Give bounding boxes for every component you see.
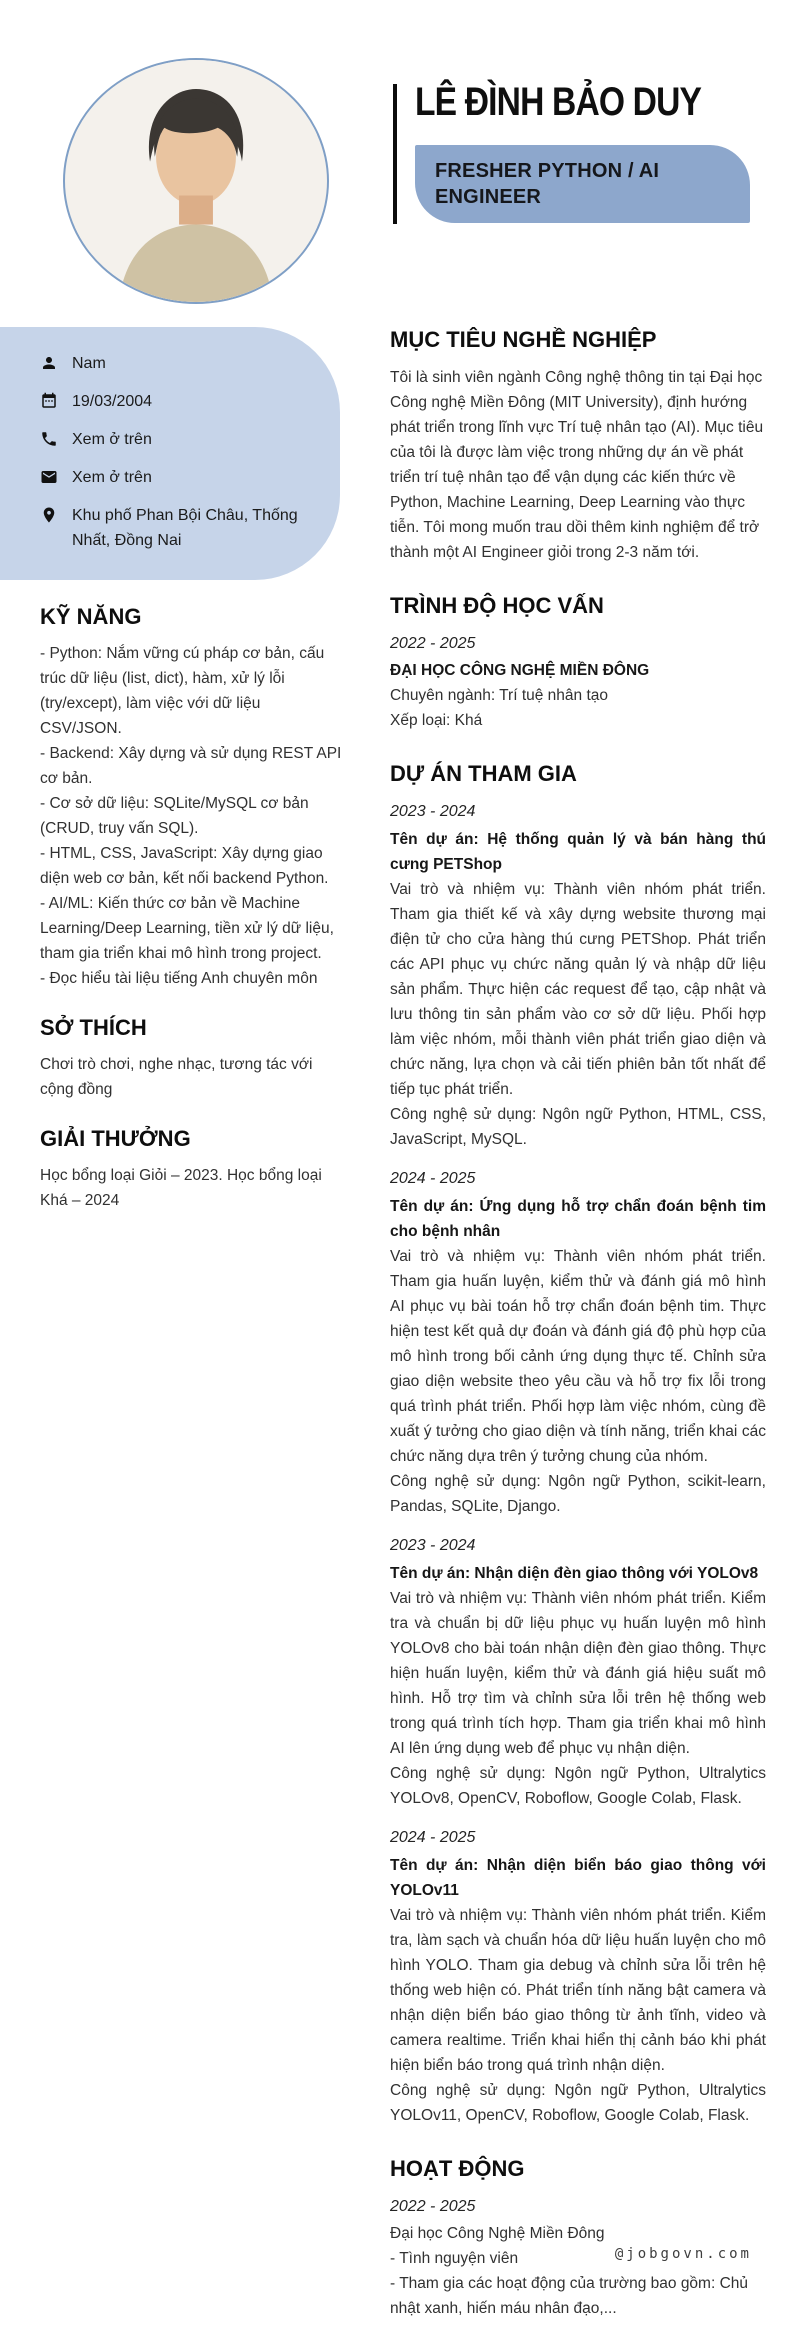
project-title: Tên dự án: Nhận diện đèn giao thông với YOLOv8: [390, 1565, 759, 1582]
project-period: 2024 - 2025: [390, 1829, 476, 1846]
project-period: 2024 - 2025: [390, 1170, 476, 1187]
education-period: 2022 - 2025: [390, 635, 476, 652]
skill-item: - Cơ sở dữ liệu: SQLite/MySQL cơ bản (CRUD, truy vấn SQL).: [40, 795, 309, 837]
contact-row-address: [40, 503, 314, 553]
education-heading: TRÌNH ĐỘ HỌC VẤN: [390, 593, 604, 618]
projects-heading: DỰ ÁN THAM GIA: [390, 761, 577, 786]
activities-line: - Tình nguyện viên: [390, 2250, 519, 2267]
project-tech: Công nghệ sử dụng: Ngôn ngữ Python, Ultralytics YOLOv11, OpenCV, Roboflow, Google Colab, Flask.: [390, 2082, 766, 2124]
skill-item: - Đọc hiểu tài liệu tiếng Anh chuyên môn: [40, 970, 318, 987]
section-education: [390, 593, 766, 733]
job-title-line1: FRESHER PYTHON / AI: [435, 160, 660, 182]
project-period: 2023 - 2024: [390, 803, 476, 820]
section-skills: [40, 604, 342, 991]
envelope-icon: [40, 468, 58, 486]
section-activities: [390, 2156, 766, 2321]
contact-address: Khu phố Phan Bội Châu, Thống Nhất, Đồng Nai: [72, 507, 298, 549]
skill-item: - HTML, CSS, JavaScript: Xây dựng giao diện web cơ bản, kết nối backend Python.: [40, 845, 329, 887]
profile-photo: [63, 58, 329, 304]
activities-heading: HOẠT ĐỘNG: [390, 2156, 525, 2181]
skill-item: - AI/ML: Kiến thức cơ bản về Machine Learning/Deep Learning, tiền xử lý dữ liệu, tham gia triển khai mô hình trong project.: [40, 895, 334, 962]
section-hobbies: [40, 1015, 342, 1102]
awards-text: Học bổng loại Giỏi – 2023. Học bổng loại Khá – 2024: [40, 1167, 322, 1209]
project-role: Vai trò và nhiệm vụ: Thành viên nhóm phát triển. Tham gia thiết kế và xây dựng website thương mại điện tử cho cửa hàng thú cưng PETShop. Phát triển các API phục vụ chức năng quản lý và nhập dữ liệu sản phẩm. Thực hiện các request để tạo, cập nhật và lưu thông tin sản phẩm vào cơ sở dữ liệu. Phối hợp làm việc nhóm, mỗi thành viên phát triển giao diện và chức năng, lựa chọn và cải tiến phiên bản tốt nhất để tiếp tục phát triển.: [390, 881, 766, 1098]
contact-row-email: [40, 465, 314, 490]
objective-text: Tôi là sinh viên ngành Công nghệ thông tin tại Đại học Công nghệ Miền Đông (MIT University), định hướng phát triển trong lĩnh vực Trí tuệ nhân tạo (AI). Mục tiêu của tôi là được làm việc trong những dự án về phát triển trí tuệ nhân tạo để vận dụng các kiến thức về Python, Machine Learning, Deep Learning vào thực tiễn. Tôi mong muốn trau dồi thêm kinh nghiệm để trở thành một AI Engineer giỏi trong 2-3 năm tới.: [390, 369, 764, 561]
watermark: @jobgovn.com: [614, 2246, 752, 2262]
project-title: Tên dự án: Nhận diện biển báo giao thông với YOLOv11: [390, 1857, 766, 1899]
hobbies-heading: SỞ THÍCH: [40, 1015, 147, 1040]
skills-heading: KỸ NĂNG: [40, 604, 142, 629]
activities-line: - Tham gia các hoạt động của trường bao gồm: Chủ nhật xanh, hiến máu nhân đạo,...: [390, 2275, 749, 2317]
hobbies-text: Chơi trò chơi, nghe nhạc, tương tác với cộng đồng: [40, 1056, 313, 1098]
section-projects: [390, 761, 766, 2128]
objective-heading: MỤC TIÊU NGHỀ NGHIỆP: [390, 327, 657, 352]
project-period: 2023 - 2024: [390, 1537, 476, 1554]
job-title-box: [415, 145, 750, 223]
activities-school: Đại học Công Nghệ Miền Đông: [390, 2225, 605, 2242]
project-role: Vai trò và nhiệm vụ: Thành viên nhóm phát triển. Kiểm tra, làm sạch và chuẩn hóa dữ liệu huấn luyện cho mô hình YOLO. Tham gia debug và chỉnh sửa lỗi trên hệ thống web hiện có. Phát triển tính năng bật camera và nhận diện biển báo giao thông từ ảnh tĩnh, video và camera realtime. Triển khai hiển thị cảnh báo khi phát hiện biển báo trong quá trình nhận diện.: [390, 1907, 766, 2074]
skill-item: - Python: Nắm vững cú pháp cơ bản, cấu trúc dữ liệu (list, dict), hàm, xử lý lỗi (try/except), làm việc với dữ liệu CSV/JSON.: [40, 645, 325, 737]
calendar-icon: [40, 392, 58, 410]
header-accent-bar: [393, 84, 397, 224]
project-role: Vai trò và nhiệm vụ: Thành viên nhóm phát triển. Kiểm tra và chuẩn bị dữ liệu phục vụ huấn luyện mô hình YOLOv8 cho bài toán nhận diện đèn giao thông. Thực hiện huấn luyện, kiểm thử và đánh giá hiệu suất mô hình. Hỗ trợ tìm và chỉnh sửa lỗi trên hệ thống web trong quá trình tích hợp. Tham gia triển khai mô hình AI lên ứng dụng web để phục vụ nhận diện.: [390, 1590, 766, 1757]
project-tech: Công nghệ sử dụng: Ngôn ngữ Python, Ultralytics YOLOv8, OpenCV, Roboflow, Google Colab, Flask.: [390, 1765, 766, 1807]
section-objective: [390, 327, 766, 565]
project-item: [390, 1825, 766, 2128]
right-column: [390, 327, 766, 2349]
portrait-placeholder: [65, 60, 327, 302]
activities-period: 2022 - 2025: [390, 2198, 476, 2215]
education-grade: Xếp loại: Khá: [390, 712, 483, 729]
candidate-name: LÊ ĐÌNH BẢO DUY: [415, 80, 702, 124]
section-awards: [40, 1126, 342, 1213]
project-role: Vai trò và nhiệm vụ: Thành viên nhóm phát triển. Tham gia huấn luyện, kiểm thử và đánh giá mô hình AI phục vụ bài toán hỗ trợ chẩn đoán bệnh tim. Thực hiện test kết quả dự đoán và đánh giá độ phù hợp của mô hình trong bối cảnh ứng dụng thực tế. Chỉnh sửa giao diện website theo yêu cầu và hỗ trợ fix lỗi trong quá trình phát triển. Phối hợp làm việc nhóm, cùng đề xuất ý tưởng cho giao diện và tính năng, triển khai các chức năng dựa trên ý tưởng chung của nhóm.: [390, 1248, 766, 1465]
person-icon: [40, 354, 58, 372]
contact-row-gender: [40, 351, 314, 376]
contact-email: Xem ở trên: [72, 469, 152, 486]
project-tech: Công nghệ sử dụng: Ngôn ngữ Python, HTML, CSS, JavaScript, MySQL.: [390, 1106, 766, 1148]
left-column: [0, 327, 348, 1213]
project-tech: Công nghệ sử dụng: Ngôn ngữ Python, scikit-learn, Pandas, SQLite, Django.: [390, 1473, 766, 1515]
phone-icon: [40, 430, 58, 448]
awards-heading: GIẢI THƯỞNG: [40, 1126, 191, 1151]
contact-row-birthdate: [40, 389, 314, 414]
project-title: Tên dự án: Hệ thống quản lý và bán hàng thú cưng PETShop: [390, 831, 766, 873]
location-icon: [40, 506, 58, 524]
contact-gender: Nam: [72, 355, 106, 372]
project-item: [390, 1166, 766, 1519]
project-title: Tên dự án: Ứng dụng hỗ trợ chẩn đoán bệnh tim cho bệnh nhân: [390, 1198, 766, 1240]
contact-card: [0, 327, 340, 580]
education-major: Chuyên ngành: Trí tuệ nhân tạo: [390, 687, 609, 704]
contact-birthdate: 19/03/2004: [72, 393, 153, 410]
contact-phone: Xem ở trên: [72, 431, 152, 448]
project-item: [390, 1533, 766, 1811]
job-title-line2: ENGINEER: [435, 186, 542, 208]
contact-row-phone: [40, 427, 314, 452]
skill-item: - Backend: Xây dựng và sử dụng REST API cơ bản.: [40, 745, 342, 787]
education-school: ĐẠI HỌC CÔNG NGHỆ MIỀN ĐÔNG: [390, 662, 650, 679]
project-item: [390, 799, 766, 1152]
